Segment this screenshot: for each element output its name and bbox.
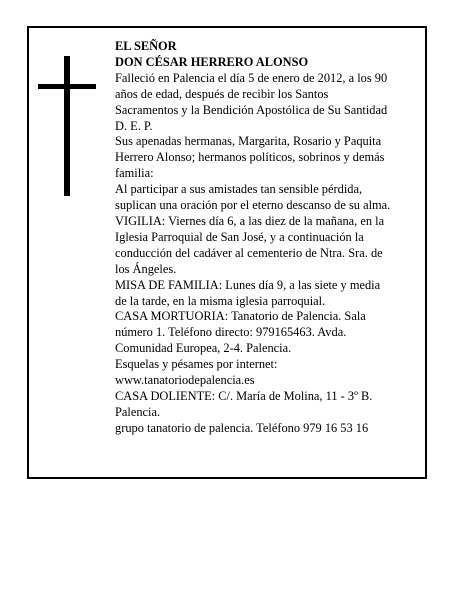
notice-line: Comunidad Europea, 2-4. Palencia.: [115, 341, 292, 356]
cross-horizontal-bar: [38, 84, 96, 89]
latin-cross-icon: [38, 56, 96, 196]
notice-line: Herrero Alonso; hermanos políticos, sobrinos y demás: [115, 150, 385, 165]
notice-line: familia:: [115, 166, 154, 181]
cross-vertical-bar: [64, 56, 70, 196]
notice-line: Falleció en Palencia el día 5 de enero de 2012, a los 90: [115, 70, 388, 85]
notice-line: Sacramentos y la Bendición Apostólica de Su Santidad: [115, 102, 388, 117]
notice-line: CASA MORTUORIA: Tanatorio de Palencia. Sala: [115, 309, 366, 324]
notice-line: Al participar a sus amistades tan sensible pérdida,: [115, 182, 363, 197]
notice-line: www.tanatoriodepalencia.es: [115, 373, 255, 388]
notice-line: número 1. Teléfono directo: 979165463. Avda.: [115, 325, 347, 340]
notice-line: conducción del cadáver al cementerio de Ntra. Sra. de: [115, 245, 383, 260]
obituary-title: EL SEÑOR: [115, 39, 177, 53]
notice-line: de la tarde, en la misma iglesia parroquial.: [115, 293, 326, 308]
notice-line: Sus apenadas hermanas, Margarita, Rosario y Paquita: [115, 134, 382, 149]
notice-line: grupo tanatorio de palencia. Teléfono 979 16 53 16: [115, 420, 369, 435]
notice-line: los Ángeles.: [115, 261, 177, 276]
obituary-text: [115, 39, 420, 437]
deceased-name: DON CÉSAR HERRERO ALONSO: [115, 54, 309, 69]
notice-line: VIGILIA: Viernes día 6, a las diez de la mañana, en la: [115, 213, 385, 228]
notice-line: CASA DOLIENTE: C/. María de Molina, 11 - 3º B.: [115, 388, 373, 403]
notice-line: suplican una oración por el eterno descanso de su alma.: [115, 198, 391, 213]
notice-line: años de edad, después de recibir los Santos: [115, 86, 329, 101]
notice-line: D. E. P.: [115, 118, 153, 133]
notice-line: Esquelas y pésames por internet:: [115, 357, 278, 372]
notice-line: Iglesia Parroquial de San José, y a continuación la: [115, 229, 364, 244]
notice-line: MISA DE FAMILIA: Lunes día 9, a las siete y media: [115, 277, 381, 292]
notice-line: Palencia.: [115, 404, 161, 419]
